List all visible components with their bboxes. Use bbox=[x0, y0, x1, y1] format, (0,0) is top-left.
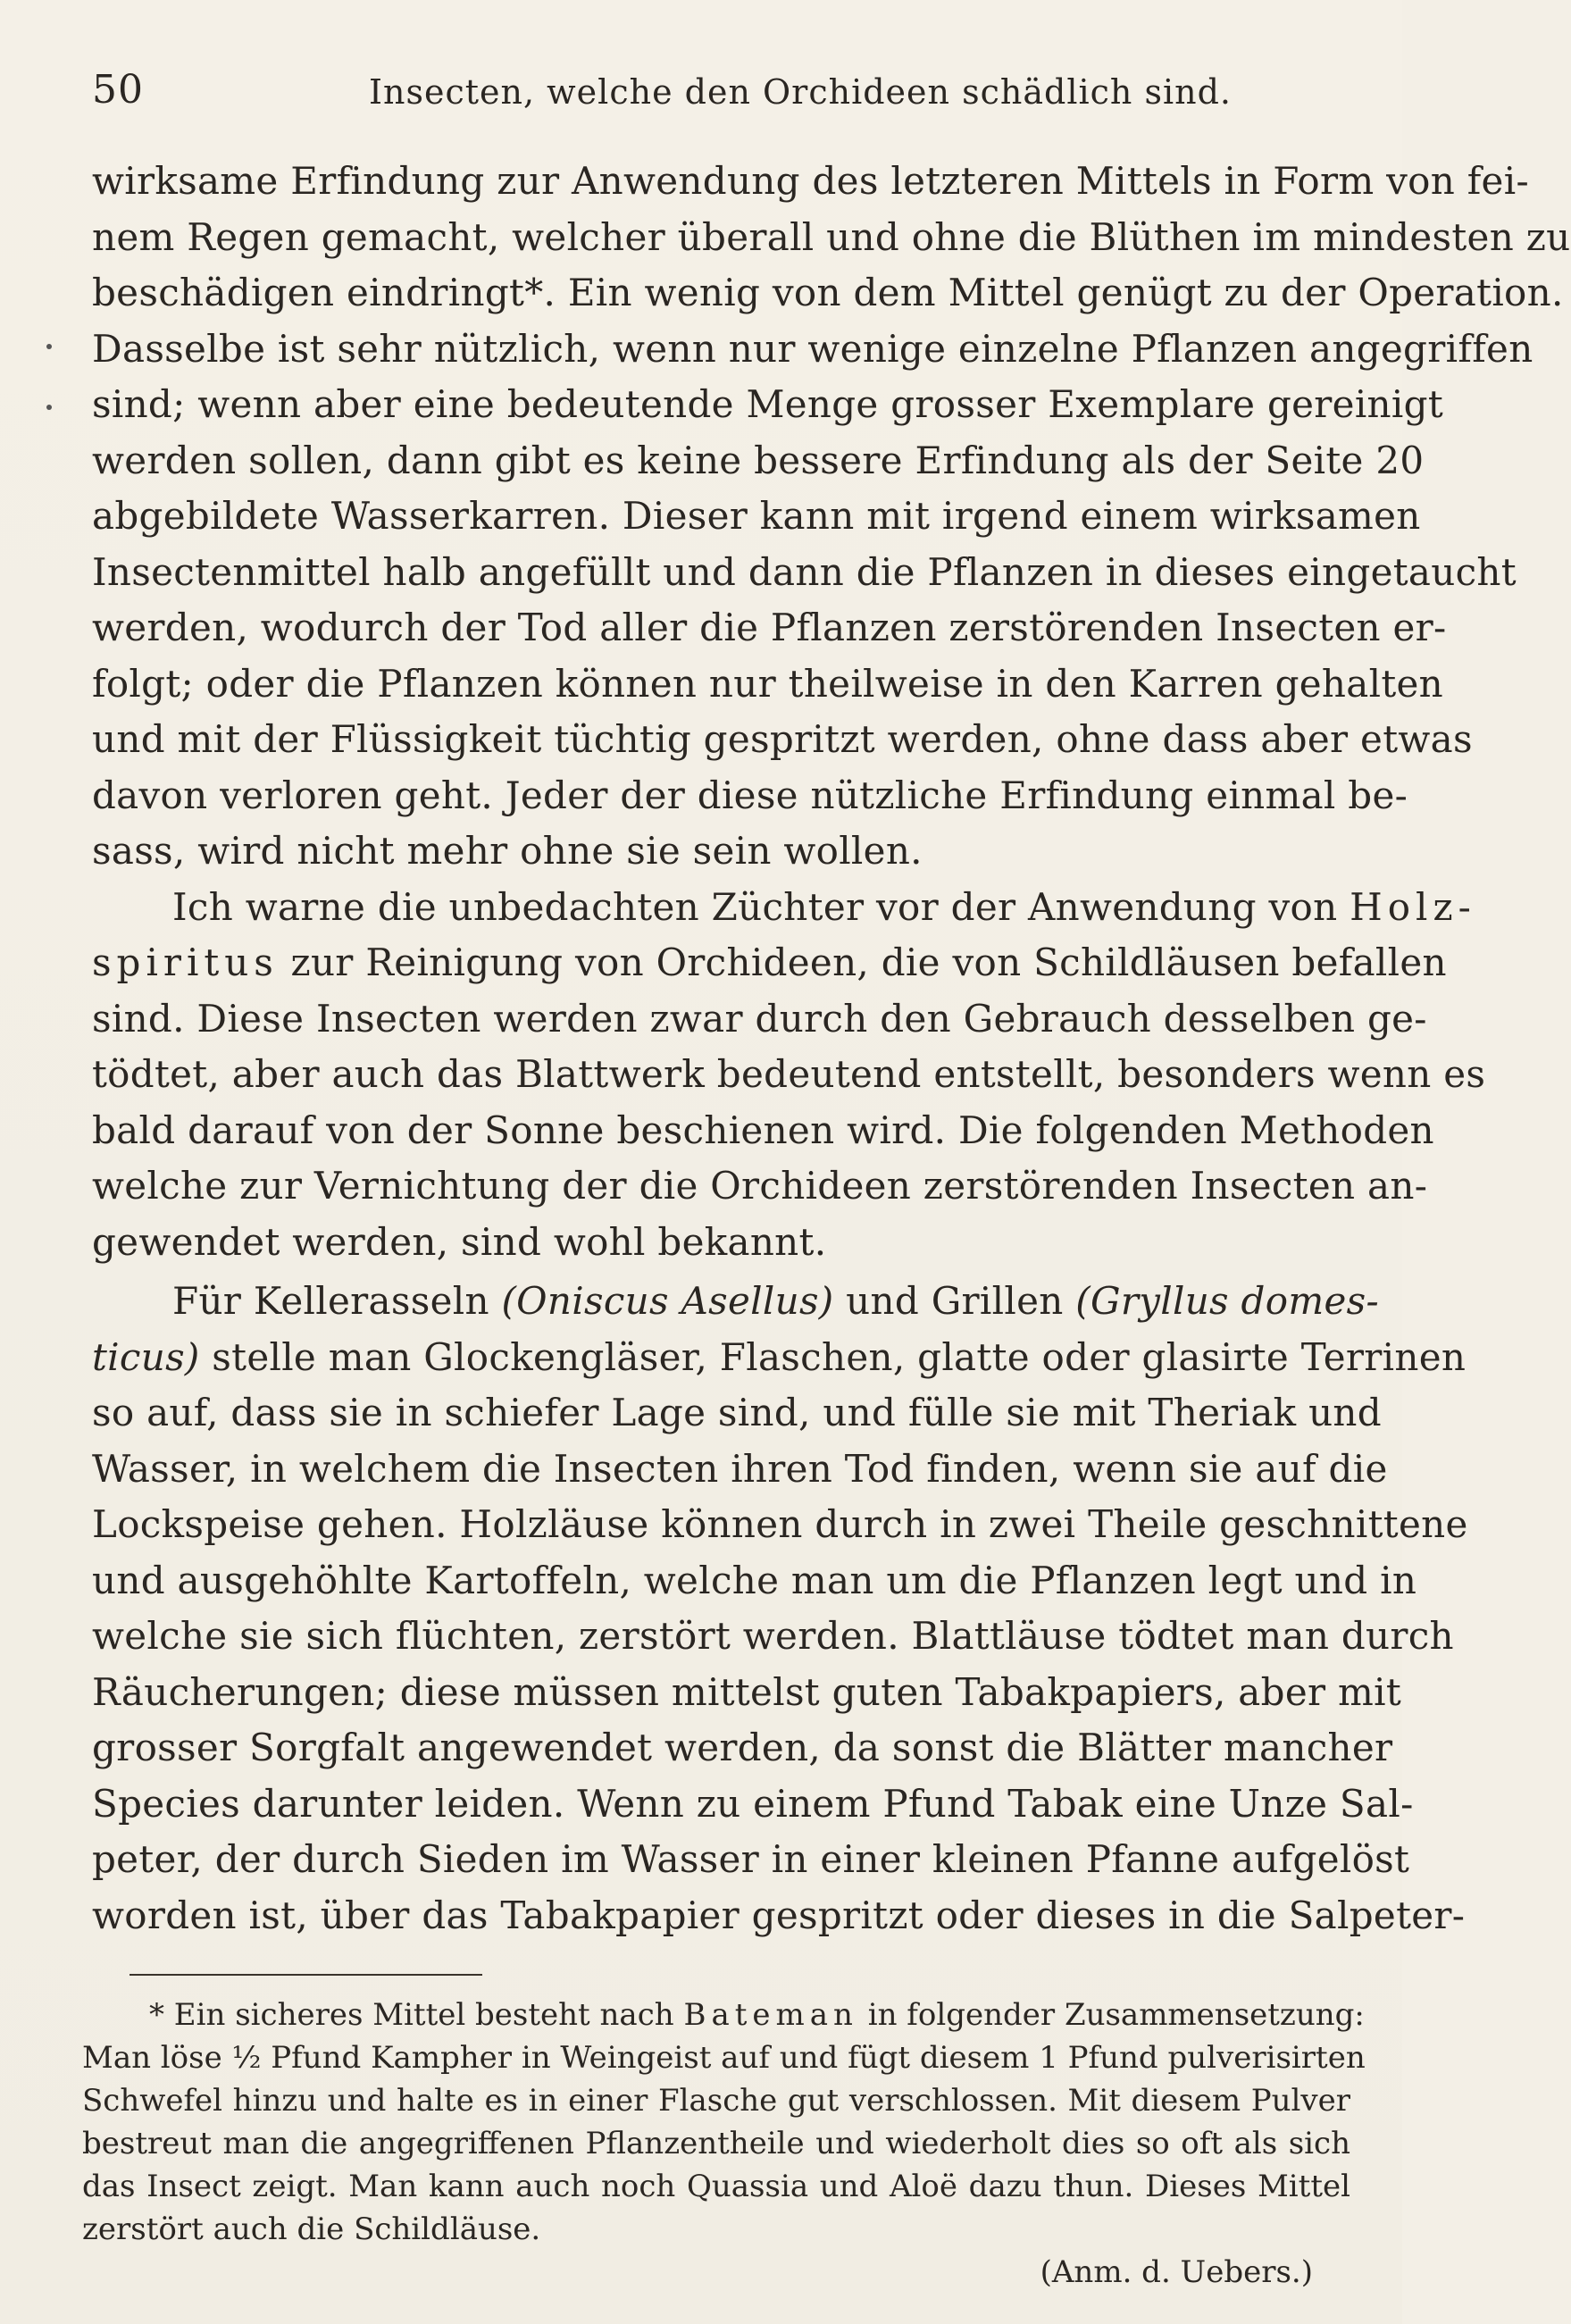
text-line: sind; wenn aber eine bedeutende Menge grosser Exemplare gereinigt bbox=[92, 382, 1444, 426]
text-line: abgebildete Wasserkarren. Dieser kann mit irgend einem wirksamen bbox=[92, 494, 1421, 538]
page-header bbox=[92, 67, 1402, 121]
margin-mark bbox=[46, 405, 52, 410]
text-line: werden sollen, dann gibt es keine bessere Erfindung als der Seite 20 bbox=[92, 438, 1425, 482]
text-line: davon verloren geht. Jeder der diese nützliche Erfindung einmal be- bbox=[92, 773, 1408, 817]
text-line: peter, der durch Sieden im Wasser in einer kleinen Pfanne aufgelöst bbox=[92, 1837, 1410, 1881]
footnote-signature: (Anm. d. Uebers.) bbox=[1040, 2254, 1313, 2290]
footnote-rule bbox=[130, 1974, 482, 1976]
text-line bbox=[92, 880, 1476, 936]
text-line: welche sie sich flüchten, zerstört werden. Blattläuse tödtet man durch bbox=[92, 1614, 1454, 1658]
paragraph-3 bbox=[92, 1274, 1468, 1944]
text-line: gewendet werden, sind wohl bekannt. bbox=[92, 1219, 827, 1264]
page-number: 50 bbox=[92, 67, 144, 113]
footnote bbox=[82, 1994, 1366, 2294]
footnote-line: bestreut man die angegriffenen Pflanzentheile und wiederholt dies so oft als sich bbox=[82, 2126, 1350, 2161]
text-line bbox=[92, 935, 1447, 991]
italic-text: (Gryllus domes- bbox=[1075, 1279, 1379, 1323]
text-line bbox=[92, 1274, 1379, 1330]
text-line: so auf, dass sie in schiefer Lage sind, und fülle sie mit Theriak und bbox=[92, 1391, 1382, 1434]
text-line: Species darunter leiden. Wenn zu einem Pfund Tabak eine Unze Sal- bbox=[92, 1781, 1414, 1826]
italic-text: (Oniscus Asellus) bbox=[501, 1279, 834, 1323]
text-line: Dasselbe ist sehr nützlich, wenn nur wenige einzelne Pflanzen angegriffen bbox=[92, 326, 1533, 371]
margin-mark bbox=[46, 344, 52, 349]
text-run: in folgender Zusammensetzung: bbox=[867, 1997, 1365, 2033]
text-line: beschädigen eindringt*. Ein wenig von dem Mittel genügt zu der Operation. bbox=[92, 271, 1564, 314]
text-line: sass, wird nicht mehr ohne sie sein wollen. bbox=[92, 829, 923, 873]
text-run: und Grillen bbox=[846, 1279, 1064, 1323]
text-line: worden ist, über das Tabakpapier gespritzt oder dieses in die Salpeter- bbox=[92, 1893, 1466, 1937]
footnote-line: Schwefel hinzu und halte es in einer Flasche gut verschlossen. Mit diesem Pulver bbox=[82, 2083, 1350, 2119]
paragraph-2 bbox=[92, 880, 1486, 1271]
text-line: tödtet, aber auch das Blattwerk bedeutend entstellt, besonders wenn es bbox=[92, 1052, 1486, 1096]
text-line: welche zur Vernichtung der die Orchideen zerstörenden Insecten an- bbox=[92, 1164, 1428, 1208]
emphasis-text: spiritus bbox=[92, 940, 279, 984]
paragraph-1 bbox=[92, 154, 1571, 880]
footnote-line: zerstört auch die Schildläuse. bbox=[82, 2211, 541, 2247]
text-line: Insectenmittel halb angefüllt und dann die Pflanzen in dieses eingetaucht bbox=[92, 549, 1517, 594]
text-line: wirksame Erfindung zur Anwendung des letzteren Mittels in Form von fei- bbox=[92, 159, 1529, 203]
text-run: zur Reinigung von Orchideen, die von Schildläusen befallen bbox=[290, 940, 1447, 984]
text-line: werden, wodurch der Tod aller die Pflanzen zerstörenden Insecten er- bbox=[92, 606, 1447, 649]
text-line: sind. Diese Insecten werden zwar durch den Gebrauch desselben ge- bbox=[92, 996, 1427, 1041]
italic-text: ticus) bbox=[92, 1334, 200, 1379]
text-line: Lockspeise gehen. Holzläuse können durch in zwei Theile geschnittene bbox=[92, 1502, 1468, 1546]
text-run: Ich warne die unbedachten Züchter vor der Anwendung von bbox=[172, 884, 1338, 929]
text-line: und mit der Flüssigkeit tüchtig gespritzt werden, ohne dass aber etwas bbox=[92, 717, 1473, 761]
emphasis-text: Holz- bbox=[1350, 884, 1476, 929]
footnote-line: das Insect zeigt. Man kann auch noch Quassia und Aloë dazu thun. Dieses Mittel bbox=[82, 2169, 1350, 2204]
text-line: Räucherungen; diese müssen mittelst guten Tabakpapiers, aber mit bbox=[92, 1669, 1402, 1714]
text-line: und ausgehöhlte Kartoffeln, welche man um die Pflanzen legt und in bbox=[92, 1558, 1417, 1602]
text-line bbox=[92, 1330, 1467, 1386]
running-head: Insecten, welche den Orchideen schädlich sind. bbox=[369, 72, 1232, 112]
emphasis-text: Bateman bbox=[683, 1997, 858, 2033]
footnote-line: Man löse ½ Pfund Kampher in Weingeist auf und fügt diesem 1 Pfund pulverisirten bbox=[82, 2040, 1366, 2076]
text-line: Wasser, in welchem die Insecten ihren Tod finden, wenn sie auf die bbox=[92, 1446, 1388, 1491]
text-line: folgt; oder die Pflanzen können nur theilweise in den Karren gehalten bbox=[92, 661, 1444, 706]
text-run: * Ein sicheres Mittel besteht nach bbox=[149, 1997, 674, 2033]
text-run: stelle man Glockengläser, Flaschen, glatte oder glasirte Terrinen bbox=[212, 1334, 1467, 1379]
text-line: nem Regen gemacht, welcher überall und ohne die Blüthen im mindesten zu bbox=[92, 214, 1571, 259]
text-line: grosser Sorgfalt angewendet werden, da sonst die Blätter mancher bbox=[92, 1726, 1393, 1769]
footnote-line bbox=[82, 1994, 1365, 2036]
text-run: Für Kellerasseln bbox=[172, 1279, 489, 1323]
body-text bbox=[92, 154, 1571, 1944]
text-line: bald darauf von der Sonne beschienen wird. Die folgenden Methoden bbox=[92, 1108, 1434, 1152]
